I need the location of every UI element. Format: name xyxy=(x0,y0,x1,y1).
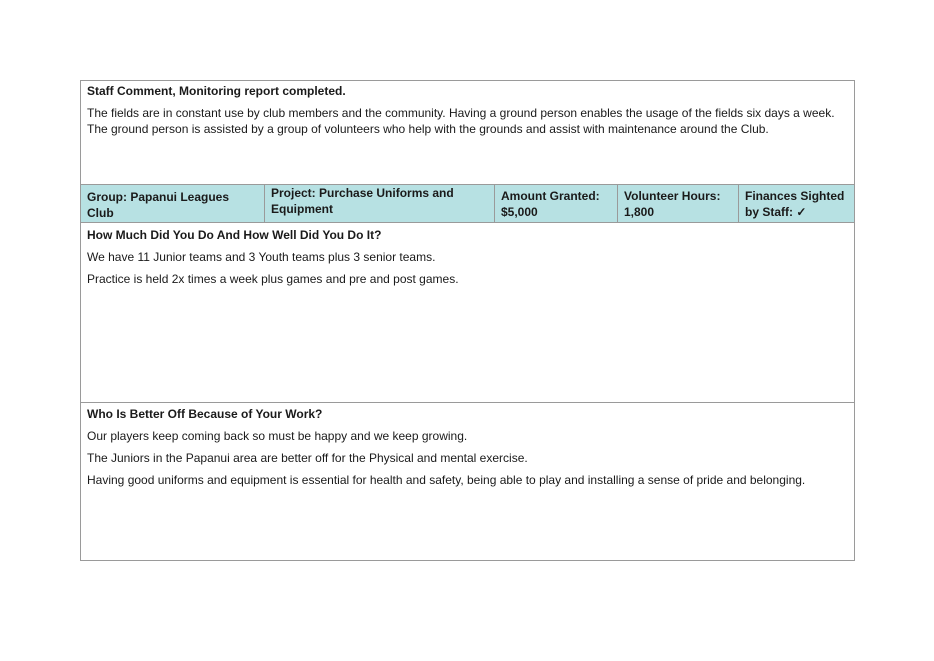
better-off-line: The Juniors in the Papanui area are better off for the Physical and mental exercise. xyxy=(87,451,528,465)
how-much-section xyxy=(81,223,854,403)
amount-label: Amount Granted: xyxy=(501,188,600,203)
volunteer-label: Volunteer Hours: xyxy=(624,188,721,203)
finances-label-line2: by Staff: xyxy=(745,204,793,219)
how-much-heading: How Much Did You Do And How Well Did You Do It? xyxy=(87,228,382,242)
how-much-line: Practice is held 2x times a week plus games and pre and post games. xyxy=(87,272,459,286)
project-cell xyxy=(265,185,495,222)
amount-cell xyxy=(495,185,618,222)
volunteer-cell xyxy=(618,185,739,222)
volunteer-value: 1,800 xyxy=(624,204,655,219)
staff-comment-body: The fields are in constant use by club members and the community. Having a ground person enables the usage of the fields six days a week. The ground person is assisted by a group of volunteers who help with the grounds and assist with maintenance around the Club. xyxy=(87,106,835,136)
finances-label: Finances Sighted xyxy=(745,188,845,203)
group-cell xyxy=(81,185,265,222)
project-label: Project: Purchase Uniforms and Equipment xyxy=(271,186,454,216)
checkmark-icon: ✓ xyxy=(796,204,807,219)
how-much-line: We have 11 Junior teams and 3 Youth teams plus 3 senior teams. xyxy=(87,250,436,264)
group-label: Group: Papanui Leagues Club xyxy=(87,190,230,220)
amount-value: $5,000 xyxy=(501,204,538,219)
staff-comment-heading: Staff Comment, Monitoring report completed. xyxy=(87,84,346,98)
better-off-line: Having good uniforms and equipment is essential for health and safety, being able to play and installing a sense of pride and belonging. xyxy=(87,473,806,487)
info-row xyxy=(81,185,854,223)
better-off-line: Our players keep coming back so must be happy and we keep growing. xyxy=(87,429,468,443)
report-table xyxy=(80,80,855,561)
better-off-section xyxy=(81,403,854,560)
staff-comment-section xyxy=(81,81,854,185)
better-off-heading: Who Is Better Off Because of Your Work? xyxy=(87,407,323,421)
finances-cell xyxy=(739,185,854,222)
